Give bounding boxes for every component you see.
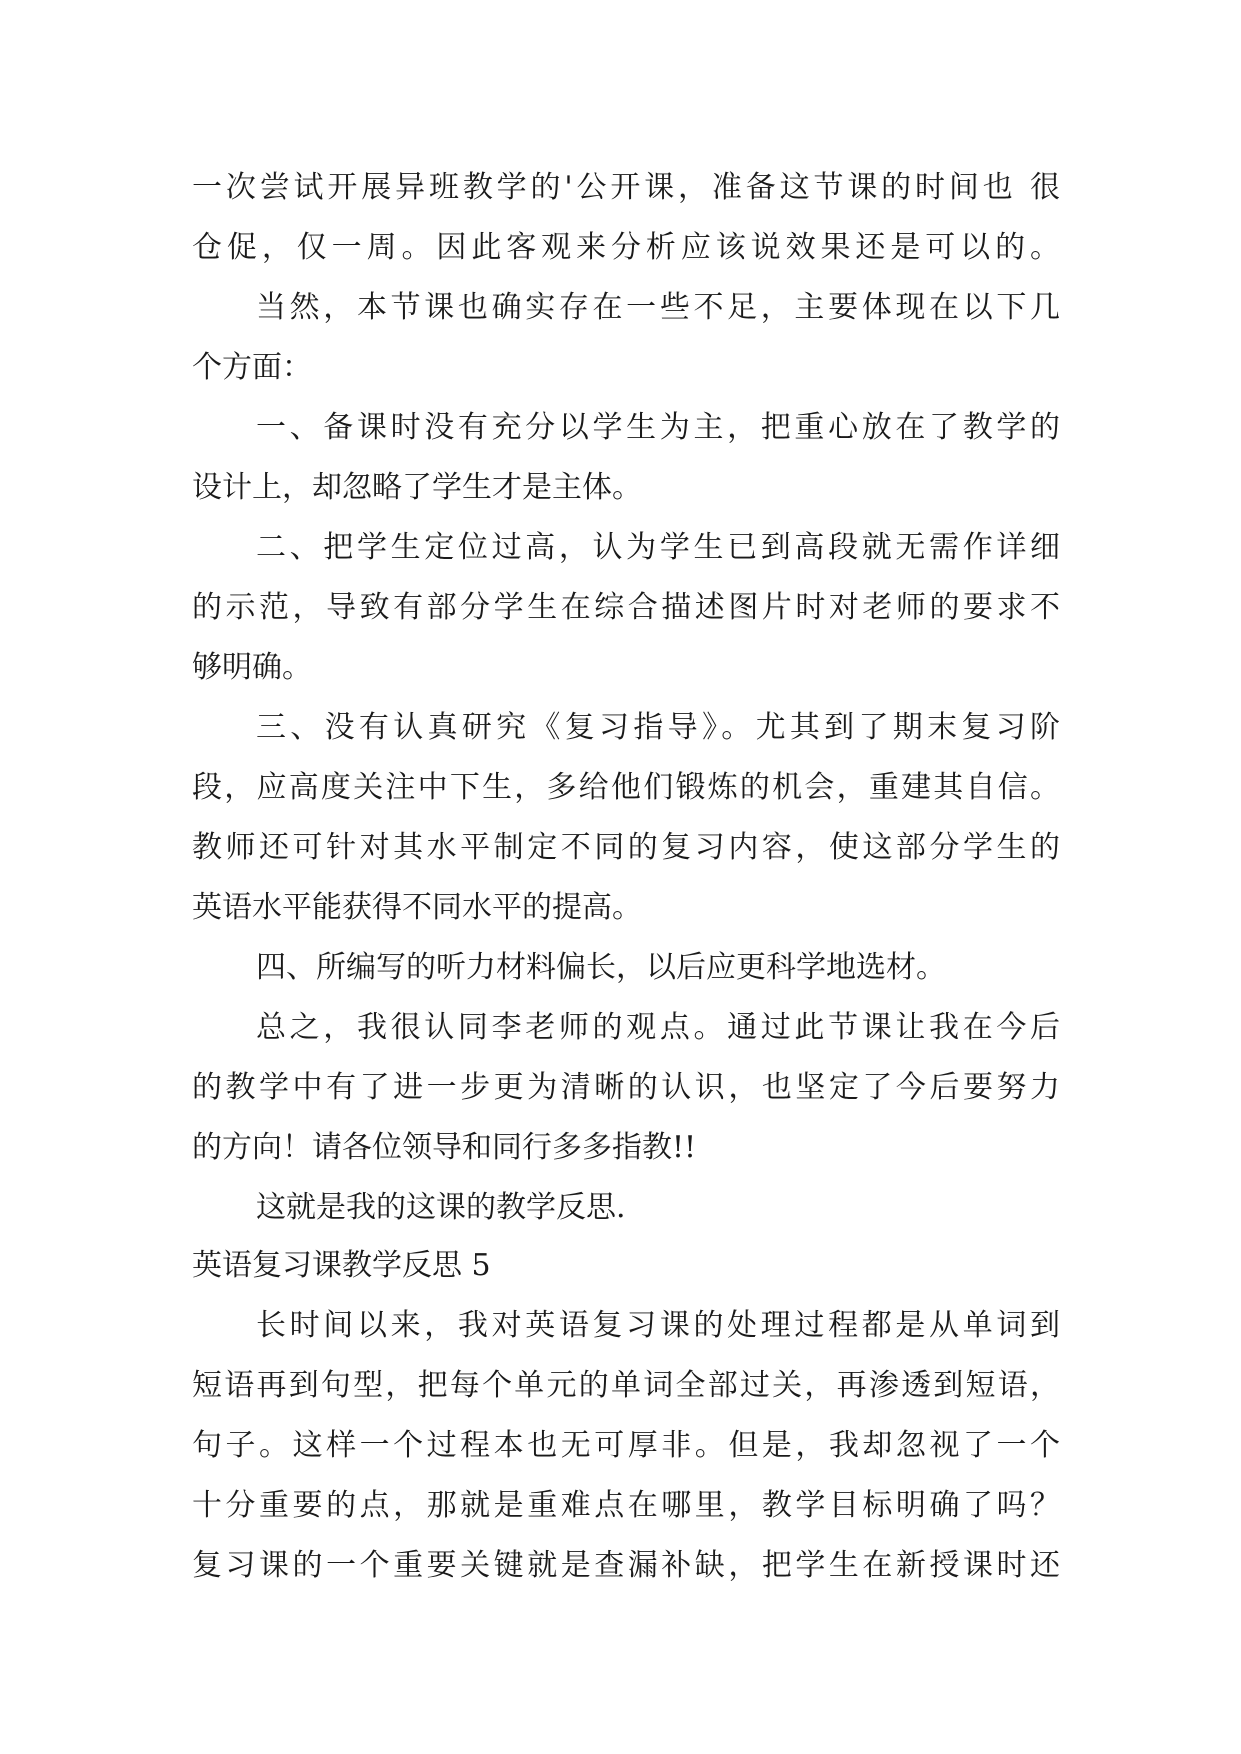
- text-line-6: 设计上，却忽略了学生才是主体。: [192, 470, 642, 505]
- paragraph-line-10: 三、没有认真研究《复习指导》。尤其到了期末复习阶: [256, 710, 1060, 745]
- text-line-4: 个方面：: [192, 350, 312, 385]
- text-line-1: 一次尝试开展异班教学的'公开课，准备这节课的时间也 很: [192, 170, 1060, 205]
- paragraph-line-3: 当然，本节课也确实存在一些不足，主要体现在以下几: [256, 290, 1060, 325]
- paragraph-line-20: 长时间以来，我对英语复习课的处理过程都是从单词到: [256, 1308, 1060, 1343]
- text-line-2: 仓促，仅一周。因此客观来分析应该说效果还是可以的。: [192, 230, 1060, 265]
- text-line-16: 的教学中有了进一步更为清晰的认识，也坚定了今后要努力: [192, 1070, 1060, 1105]
- paragraph-line-14: 四、所编写的听力材料偏长，以后应更科学地选材。: [256, 950, 946, 985]
- paragraph-line-18: 这就是我的这课的教学反思.: [256, 1190, 626, 1225]
- paragraph-line-15: 总之，我很认同李老师的观点。通过此节课让我在今后: [256, 1010, 1060, 1045]
- text-line-11: 段，应高度关注中下生，多给他们锻炼的机会，重建其自信。: [192, 770, 1060, 805]
- paragraph-line-7: 二、把学生定位过高，认为学生已到高段就无需作详细: [256, 530, 1060, 565]
- text-line-24: 复习课的一个重要关键就是查漏补缺，把学生在新授课时还: [192, 1548, 1060, 1583]
- text-line-17: 的方向！请各位领导和同行多多指教!!: [192, 1130, 697, 1165]
- text-line-13: 英语水平能获得不同水平的提高。: [192, 890, 642, 925]
- text-line-8: 的示范，导致有部分学生在综合描述图片时对老师的要求不: [192, 590, 1060, 625]
- section-heading: 英语复习课教学反思 5: [192, 1248, 491, 1283]
- text-line-21: 短语再到句型，把每个单元的单词全部过关，再渗透到短语，: [192, 1368, 1060, 1403]
- text-line-23: 十分重要的点，那就是重难点在哪里，教学目标明确了吗？: [192, 1488, 1060, 1523]
- text-line-12: 教师还可针对其水平制定不同的复习内容，使这部分学生的: [192, 830, 1060, 865]
- text-line-9: 够明确。: [192, 650, 312, 685]
- text-line-22: 句子。这样一个过程本也无可厚非。但是，我却忽视了一个: [192, 1428, 1060, 1463]
- paragraph-line-5: 一、备课时没有充分以学生为主，把重心放在了教学的: [256, 410, 1060, 445]
